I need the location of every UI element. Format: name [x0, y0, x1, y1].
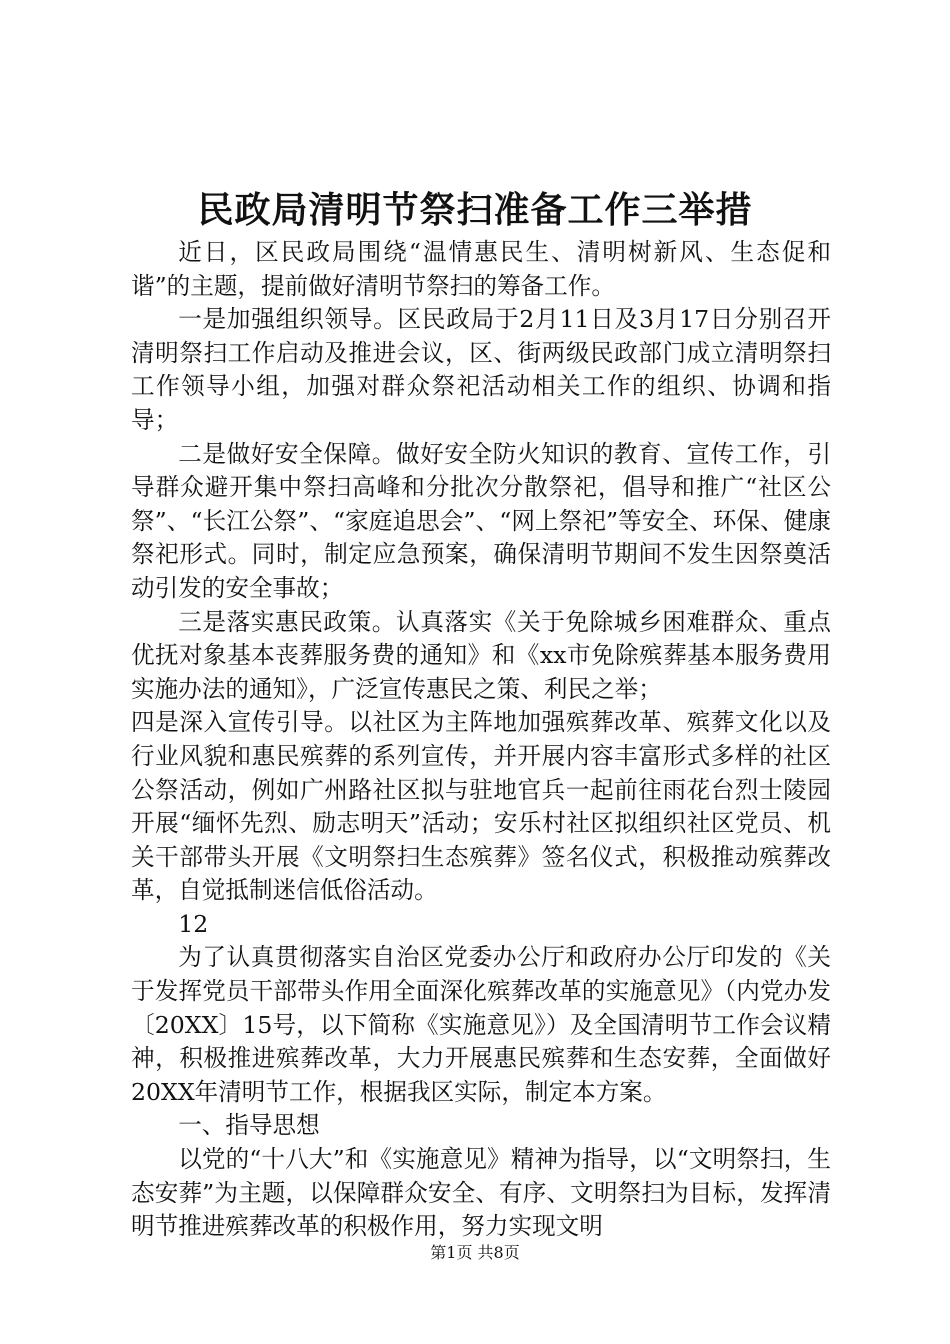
paragraph-measure-4: 四是深入宣传引导。以社区为主阵地加强殡葬改革、殡葬文化以及行业风貌和惠民殡葬的系列宣传，并开展内容丰富形式多样的社区公祭活动，例如广州路社区拟与驻地官兵一起前往雨花台烈士陵园开展“缅怀先烈、励志明天”活动；安乐村社区拟组织社区党员、机关干部带头开展《文明祭扫生态殡葬》签名仪式，积极推动殡葬改革，自觉抵制迷信低俗活动。 [131, 708, 831, 905]
paragraph-guiding-ideology: 以党的“十八大”和《实施意见》精神为指导，以“文明祭扫，生态安葬”为主题，以保障群众安全、有序、文明祭扫为目标，发挥清明节推进殡葬改革的积极作用，努力实现文明 [131, 1145, 831, 1241]
paragraph-measure-1: 一是加强组织领导。区民政局于2月11日及3月17日分别召开清明祭扫工作启动及推进会议，区、街两级民政部门成立清明祭扫工作领导小组，加强对群众祭祀活动相关工作的组织、协调和指导； [131, 305, 831, 434]
paragraph-measure-2: 二是做好安全保障。做好安全防火知识的教育、宣传工作，引导群众避开集中祭扫高峰和分批次分散祭祀，倡导和推广“社区公祭”、“长江公祭”、“家庭追思会”、“网上祭祀”等安全、环保、健康祭祀形式。同时，制定应急预案，确保清明节期间不发生因祭奠活动引发的安全事故； [131, 439, 831, 602]
paragraph-measure-3: 三是落实惠民政策。认真落实《关于免除城乡困难群众、重点优抚对象基本丧葬服务费的通知》和《xx市免除殡葬基本服务费用实施办法的通知》，广泛宣传惠民之策、利民之举； [131, 607, 831, 703]
document-body [131, 236, 831, 1244]
paragraph-plan-intro: 为了认真贯彻落实自治区党委办公厅和政府办公厅印发的《关于发挥党员干部带头作用全面深化殡葬改革的实施意见》（内党办发〔20XX〕15号，以下简称《实施意见》）及全国清明节工作会议精神，积极推进殡葬改革，大力开展惠民殡葬和生态安葬，全面做好20XX年清明节工作，根据我区实际，制定本方案。 [131, 943, 831, 1106]
document-title: 民政局清明节祭扫准备工作三举措 [197, 189, 753, 231]
section-heading-guiding-ideology: 一、指导思想 [178, 1111, 320, 1140]
paragraph-number: 12 [178, 909, 209, 938]
paragraph-intro: 近日，区民政局围绕“温情惠民生、清明树新风、生态促和谐”的主题，提前做好清明节祭扫的筹备工作。 [131, 238, 831, 300]
page-footer: 第1页 共8页 [430, 1243, 520, 1262]
